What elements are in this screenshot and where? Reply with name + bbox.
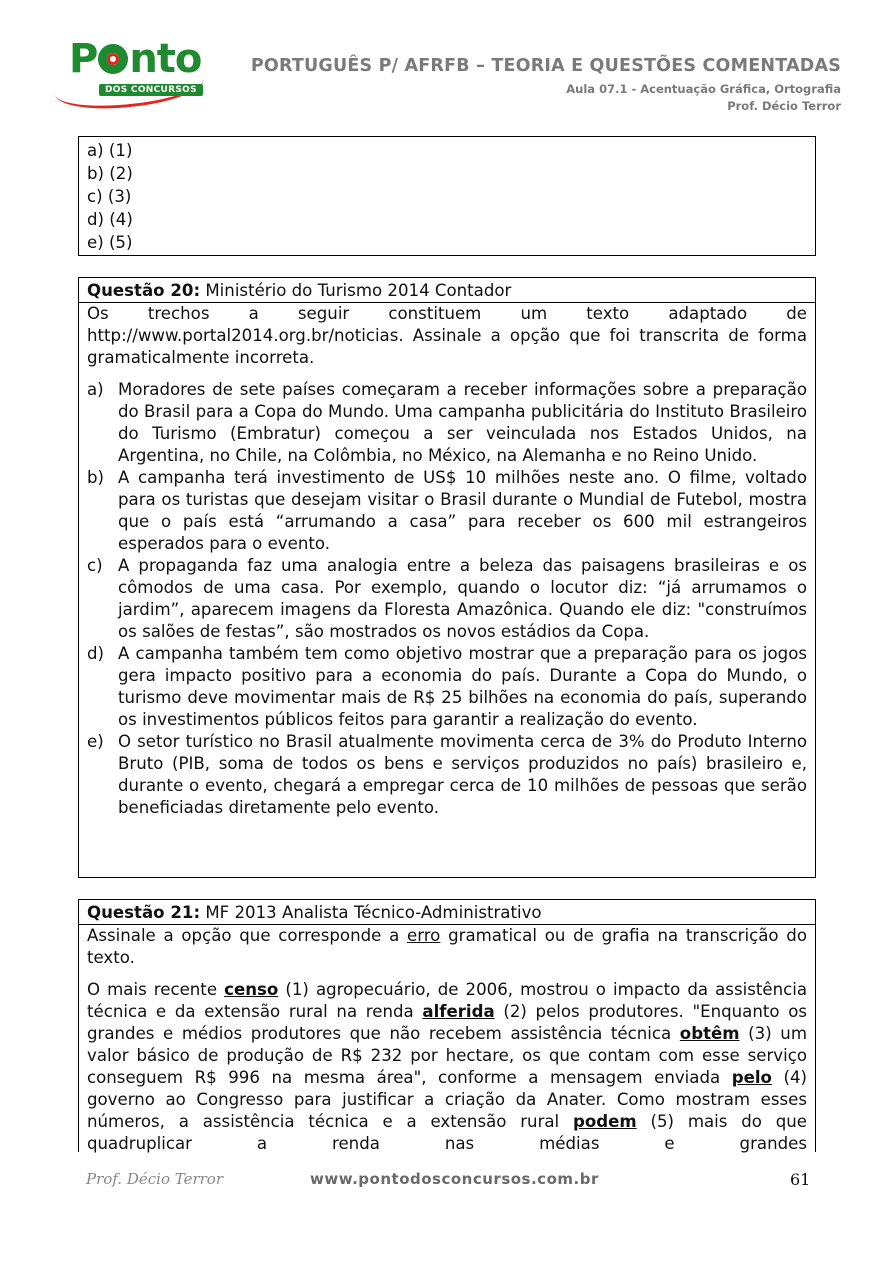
option-letter: b) bbox=[87, 468, 105, 487]
passage-text: (3) um valor básico de produção de R$ 232 por hectare, os que contam com esse serviço conseguem R$ 996 na mesma área", conforme a mensagem enviada bbox=[87, 1024, 807, 1087]
keyword-2: alferida bbox=[422, 1002, 495, 1021]
option-text: A propaganda faz uma analogia entre a beleza das paisagens brasileiras e os cômodos de uma casa. Por exemplo, quando o locutor diz: “já arrumamos o jardim”, aparecem imagens da Floresta Amazônica. Quando ele diz: "construímos os salões de festas”, são mostrados os novos estádios da Copa. bbox=[118, 556, 807, 641]
previous-question-options bbox=[78, 136, 816, 256]
question-20-option-c bbox=[87, 555, 807, 643]
question-21-passage bbox=[87, 979, 807, 1155]
option-letter: e) bbox=[87, 732, 104, 751]
keyword-1: censo bbox=[224, 980, 279, 999]
passage-text: (5) mais do que quadruplicar a renda nas médias e grandes bbox=[87, 1112, 808, 1153]
question-20 bbox=[78, 277, 816, 878]
page-number: 61 bbox=[790, 1170, 811, 1189]
option-e: e) (5) bbox=[87, 233, 133, 252]
question-21-title bbox=[79, 902, 815, 925]
question-20-option-d bbox=[87, 643, 807, 731]
question-20-stem: http://www.portal2014.org.br/noticias. Assinale a opção que foi transcrita de forma gramaticalmente incorreta. bbox=[87, 326, 807, 367]
option-text: O setor turístico no Brasil atualmente movimenta cerca de 3% do Produto Interno Bruto (PIB, soma de todos os bens e serviços produzidos no país) brasileiro e, durante o evento, chegará a empregar cerca de 10 milhões de pessoas que serão beneficiadas diretamente pelo evento. bbox=[118, 732, 807, 817]
passage-text: O mais recente bbox=[87, 980, 225, 999]
option-b: b) (2) bbox=[87, 164, 133, 183]
header-subtitle: Aula 07.1 - Acentuação Gráfica, Ortografia bbox=[566, 82, 841, 96]
footer-url[interactable]: www.pontodosconcursos.com.br bbox=[310, 1170, 599, 1188]
header-professor: Prof. Décio Terror bbox=[727, 99, 841, 113]
stem-text: Assinale a opção que corresponde a bbox=[87, 926, 407, 945]
keyword-3: obtêm bbox=[679, 1024, 740, 1043]
stem-error-word: erro bbox=[406, 926, 441, 945]
logo-word bbox=[69, 36, 201, 82]
option-letter: d) bbox=[87, 644, 105, 663]
passage-text: (2) pelos produtores. "Enquanto os grandes e médios produtores que não recebem assistência técnica bbox=[87, 1002, 807, 1043]
logo-word-nto: nto bbox=[129, 36, 202, 82]
logo-word-p: P bbox=[69, 36, 98, 82]
question-20-option-a bbox=[87, 379, 807, 467]
footer-professor: Prof. Décio Terror bbox=[86, 1170, 224, 1188]
option-a: a) (1) bbox=[87, 141, 133, 160]
question-21-label: Questão 21: bbox=[87, 903, 201, 922]
keyword-5: podem bbox=[573, 1112, 637, 1131]
keyword-4: pelo bbox=[731, 1068, 772, 1087]
option-text: A campanha também tem como objetivo mostrar que a preparação para os jogos gera impacto positivo para a economia do país. Durante a Copa do Mundo, o turismo deve movimentar mais de R$ 25 bilhões na economia do país, superando os investimentos públicos feitos para garantir a realização do evento. bbox=[118, 644, 807, 729]
question-20-option-b bbox=[87, 467, 807, 555]
question-21-source: MF 2013 Analista Técnico-Administrativo bbox=[200, 903, 542, 922]
passage-text: (1) agropecuário, de 2006, mostrou o impacto da assistência técnica e da extensão rural na renda bbox=[87, 980, 807, 1021]
option-letter: c) bbox=[87, 556, 103, 575]
question-21-stem bbox=[87, 925, 807, 969]
question-20-source: Ministério do Turismo 2014 Contador bbox=[200, 281, 512, 300]
question-21 bbox=[78, 899, 816, 1152]
logo-badge: DOS CONCURSOS bbox=[99, 84, 203, 96]
question-20-stem-line1: Os trechos a seguir constituem um texto adaptado de bbox=[87, 304, 807, 323]
option-text: Moradores de sete países começaram a receber informações sobre a preparação do Brasil para a Copa do Mundo. Uma campanha publicitária do Instituto Brasileiro do Turismo (Embratur) começou a ser veinculada nos Estados Unidos, na Argentina, no Chile, na Colômbia, no México, na Alemanha e no Reino Unido. bbox=[118, 380, 807, 465]
logo bbox=[55, 36, 215, 104]
question-20-label: Questão 20: bbox=[87, 281, 201, 300]
header-title: PORTUGUÊS P/ AFRFB – TEORIA E QUESTÕES COMENTADAS bbox=[250, 56, 841, 76]
question-20-option-e bbox=[87, 731, 807, 819]
target-icon bbox=[98, 44, 128, 74]
passage-text: (4) governo ao Congresso para justificar a criação da Anater. Como mostram esses números, a assistência técnica e a extensão rural bbox=[87, 1068, 808, 1131]
option-letter: a) bbox=[87, 380, 104, 399]
option-d: d) (4) bbox=[87, 210, 133, 229]
option-text: A campanha terá investimento de US$ 10 milhões neste ano. O filme, voltado para os turistas que desejam visitar o Brasil durante o Mundial de Futebol, mostra que o país está “arrumando a casa” para receber os 600 mil estrangeiros esperados para o evento. bbox=[118, 468, 807, 553]
stem-text: gramatical ou de grafia na transcrição do texto. bbox=[87, 926, 807, 967]
option-c: c) (3) bbox=[87, 187, 132, 206]
question-20-title bbox=[79, 280, 815, 303]
